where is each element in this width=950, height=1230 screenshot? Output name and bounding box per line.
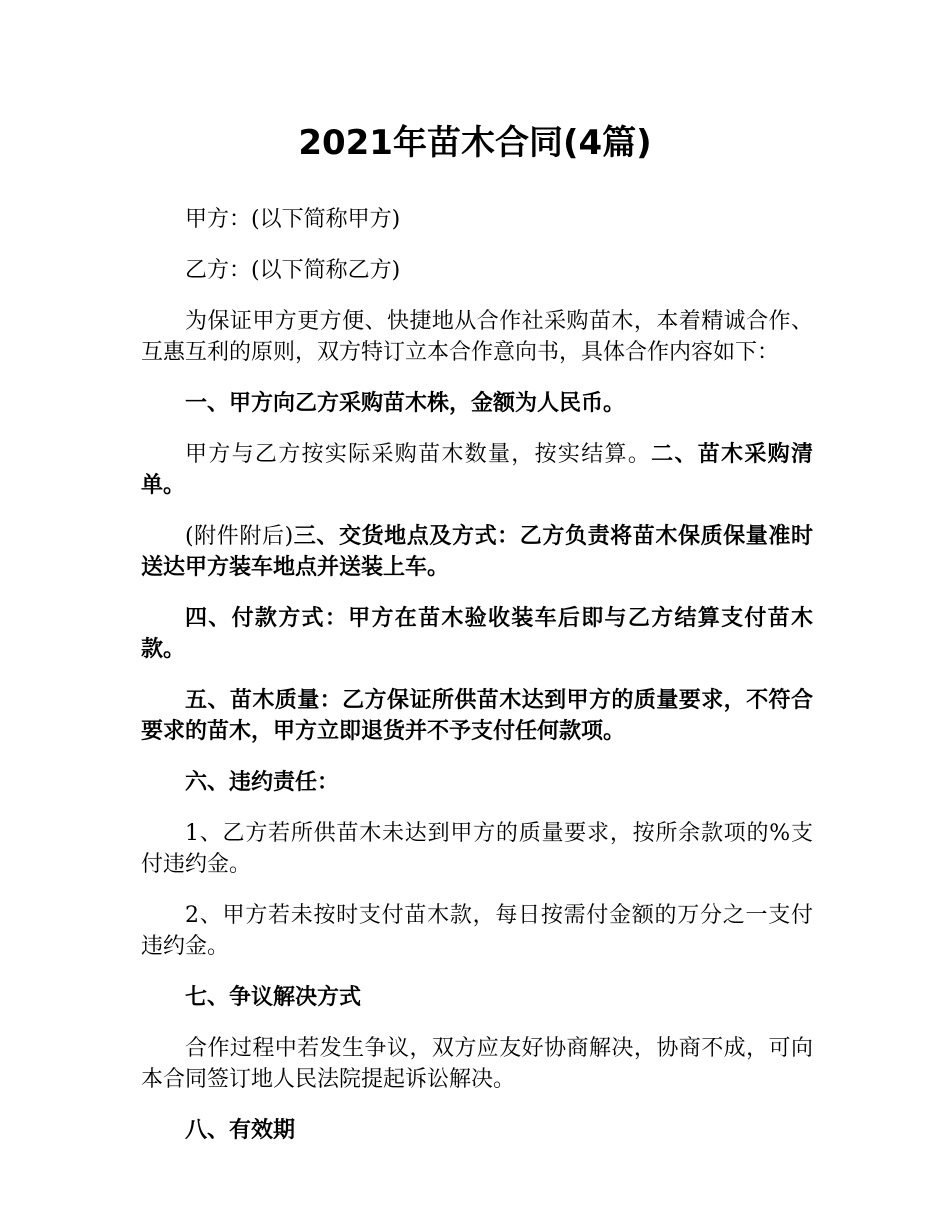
section-3-paragraph <box>141 521 813 583</box>
section-2-heading: 二、苗木采购清单。 <box>141 442 813 498</box>
document-title: 2021年苗木合同(4篇) <box>298 123 652 163</box>
section-7-heading: 七、争议解决方式 <box>185 985 362 1010</box>
section-4-heading: 四、付款方式：甲方在苗木验收装车后即与乙方结算支付苗木款。 <box>141 606 813 662</box>
section-1-heading: 一、甲方向乙方采购苗木株，金额为人民币。 <box>185 391 626 416</box>
section-3-heading: 三、交货地点及方式：乙方负责将苗木保质保量准时送达甲方装车地点并送装上车。 <box>141 524 813 580</box>
section-5-heading: 五、苗木质量：乙方保证所供苗木达到甲方的质量要求，不符合要求的苗木，甲方立即退货并不予支付任何款项。 <box>141 688 813 744</box>
document-body <box>141 204 813 1166</box>
section-6-item-2: 2、甲方若未按时支付苗木款，每日按需付金额的万分之一支付违约金。 <box>141 903 813 959</box>
section-6-heading: 六、违约责任： <box>185 770 340 795</box>
section-1-text: 甲方与乙方按实际采购苗木数量，按实结算。 <box>185 442 652 467</box>
party-a-line: 甲方：(以下简称甲方) <box>185 207 401 232</box>
section-7-text: 合作过程中若发生争议，双方应友好协商解决，协商不成，可向本合同签订地人民法院提起诉讼解决。 <box>141 1036 813 1092</box>
attachment-note: (附件附后) <box>185 524 294 549</box>
intro-paragraph: 为保证甲方更方便、快捷地从合作社采购苗木，本着精诚合作、互惠互利的原则，双方特订立本合作意向书，具体合作内容如下： <box>141 309 813 365</box>
section-6-item-1: 1、乙方若所供苗木未达到甲方的质量要求，按所余款项的%支付违约金。 <box>141 821 813 877</box>
section-8-heading: 八、有效期 <box>185 1118 296 1143</box>
section-1-paragraph <box>141 439 813 501</box>
party-b-line: 乙方：(以下简称乙方) <box>185 258 401 283</box>
